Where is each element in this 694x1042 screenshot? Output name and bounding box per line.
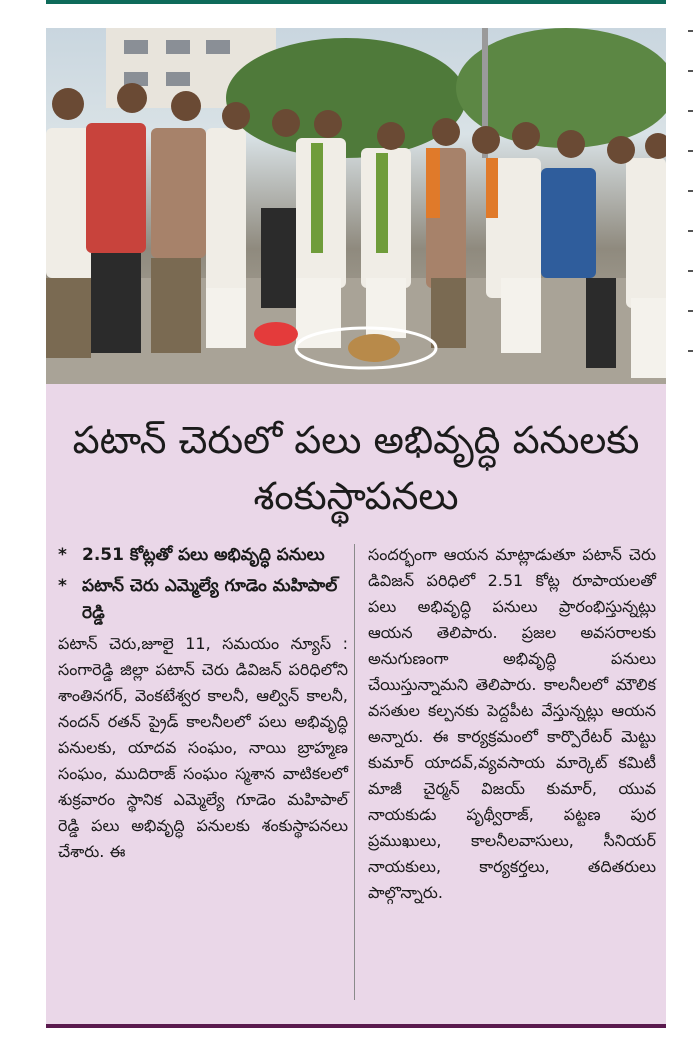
article-headline: పటాన్ చెరులో పలు అభివృద్ధి పనులకు శంకుస్థాపనలు bbox=[72, 418, 640, 518]
article-panel bbox=[46, 384, 666, 1024]
column-divider bbox=[354, 544, 355, 1000]
bullet-text: 2.51 కోట్లతో పలు అభివృద్ధి పనులు bbox=[82, 545, 325, 565]
adjacent-column-edge bbox=[688, 30, 694, 410]
highlight-bullet bbox=[58, 573, 348, 627]
article-body-left: పటాన్ చెరు,జూలై 11, సమయం న్యూస్ : సంగారెడ్డి జిల్లా పటాన్ చెరు డివిజన్ పరిధిలోని శాంతినగర్, వెంకటేశ్వర కాలనీ, ఆల్విన్ కాలనీ, నందన్ రతన్ ప్రైడ్ కాలనీలలో పలు అభివృద్ధి పనులకు, యాదవ సంఘం, నాయి బ్రాహ్మణ సంఘం, ముదిరాజ్ సంఘం స్మశాన వాటికలలో శుక్రవారం స్థానిక ఎమ్మెల్యే గూడెం మహిపాల్ రెడ్డి పలు అభివృద్ధి పనులకు శంకుస్థాపనలు చేశారు. ఈ bbox=[58, 634, 348, 861]
bullet-asterisk: * bbox=[58, 545, 67, 565]
news-photo bbox=[46, 28, 666, 384]
highlight-bullet bbox=[58, 542, 348, 569]
bullet-text: పటాన్ చెరు ఎమ్మెల్యే గూడెం మహిపాల్ రెడ్డి bbox=[82, 576, 338, 623]
group-photo-illustration bbox=[46, 28, 666, 384]
article-body-right: సందర్భంగా ఆయన మాట్లాడుతూ పటాన్ చెరు డివిజన్ పరిధిలో 2.51 కోట్ల రూపాయలతో పలు అభివృద్ధి పనులు ప్రారంభిస్తున్నట్లు ఆయన తెలిపారు. ప్రజల అవసరాలకు అనుగుణంగా అభివృద్ధి పనులు చేయిస్తున్నామని తెలిపారు. కాలనీలలో మౌలిక వసతుల కల్పనకు పెద్దపీట వేస్తున్నట్లు ఆయన అన్నారు. ఈ కార్యక్రమంలో కార్పొరేటర్ మెట్టు కుమార్ యాదవ్,వ్యవసాయ మార్కెట్ కమిటీ మాజీ చైర్మన్ విజయ్ కుమార్, యువ నాయకుడు పృథ్వీరాజ్, పట్టణ పుర ప్రముఖులు, కాలనీలవాసులు, సీనియర్ నాయకులు, కార్యకర్తలు, తదితరులు పాల్గొన్నారు. bbox=[368, 545, 656, 902]
top-accent-rule bbox=[46, 0, 666, 4]
article-left-column bbox=[58, 542, 348, 865]
bottom-accent-rule bbox=[46, 1024, 666, 1028]
bullet-asterisk: * bbox=[58, 576, 67, 596]
article-right-column bbox=[368, 542, 656, 906]
